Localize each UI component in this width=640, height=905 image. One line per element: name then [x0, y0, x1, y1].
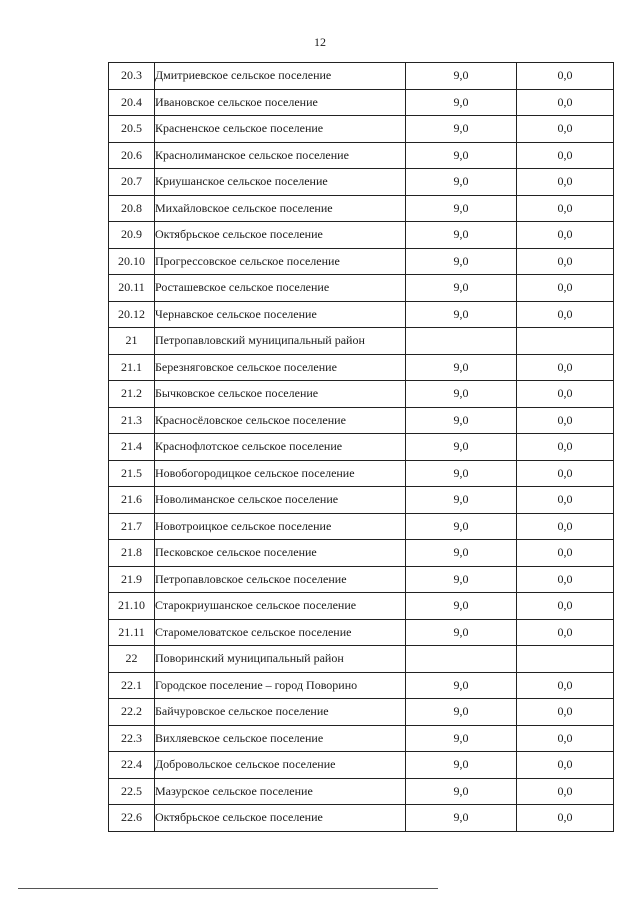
settlement-name-cell: Новотроицкое сельское поселение: [155, 513, 406, 540]
settlement-name-cell: Городское поселение – город Поворино: [155, 672, 406, 699]
settlement-name-cell: Росташевское сельское поселение: [155, 275, 406, 302]
row-number-cell: 20.7: [109, 169, 155, 196]
row-number-cell: 21.2: [109, 381, 155, 408]
value-1-cell: 9,0: [406, 725, 517, 752]
value-2-cell: 0,0: [517, 460, 614, 487]
value-1-cell: [406, 328, 517, 355]
settlement-name-cell: Чернавское сельское поселение: [155, 301, 406, 328]
row-number-cell: 20.3: [109, 63, 155, 90]
table-row: [109, 646, 614, 673]
value-1-cell: 9,0: [406, 619, 517, 646]
table-row: [109, 195, 614, 222]
settlement-name-cell: Новолиманское сельское поселение: [155, 487, 406, 514]
settlement-name-cell: Дмитриевское сельское поселение: [155, 63, 406, 90]
table-row: [109, 142, 614, 169]
row-number-cell: 21.8: [109, 540, 155, 567]
value-1-cell: [406, 646, 517, 673]
table-row: [109, 381, 614, 408]
table-row: [109, 540, 614, 567]
settlements-table: [108, 62, 614, 832]
value-2-cell: 0,0: [517, 619, 614, 646]
value-2-cell: 0,0: [517, 566, 614, 593]
table-row: [109, 169, 614, 196]
value-1-cell: 9,0: [406, 195, 517, 222]
settlement-name-cell: Прогрессовское сельское поселение: [155, 248, 406, 275]
table-row: [109, 116, 614, 143]
value-1-cell: 9,0: [406, 487, 517, 514]
value-1-cell: 9,0: [406, 301, 517, 328]
value-1-cell: 9,0: [406, 381, 517, 408]
settlement-name-cell: Старокриушанское сельское поселение: [155, 593, 406, 620]
value-2-cell: 0,0: [517, 672, 614, 699]
row-number-cell: 22.5: [109, 778, 155, 805]
table-row: [109, 222, 614, 249]
value-2-cell: 0,0: [517, 222, 614, 249]
value-1-cell: 9,0: [406, 593, 517, 620]
value-1-cell: 9,0: [406, 752, 517, 779]
value-2-cell: [517, 328, 614, 355]
table-row: [109, 725, 614, 752]
settlement-name-cell: Октябрьское сельское поселение: [155, 222, 406, 249]
value-2-cell: 0,0: [517, 434, 614, 461]
table-row: [109, 301, 614, 328]
value-2-cell: 0,0: [517, 778, 614, 805]
table-row: [109, 778, 614, 805]
settlement-name-cell: Михайловское сельское поселение: [155, 195, 406, 222]
table-row: [109, 593, 614, 620]
row-number-cell: 20.6: [109, 142, 155, 169]
value-2-cell: 0,0: [517, 116, 614, 143]
value-2-cell: 0,0: [517, 699, 614, 726]
row-number-cell: 20.10: [109, 248, 155, 275]
row-number-cell: 20.12: [109, 301, 155, 328]
value-1-cell: 9,0: [406, 222, 517, 249]
settlement-name-cell: Березняговское сельское поселение: [155, 354, 406, 381]
table-row: [109, 63, 614, 90]
value-1-cell: 9,0: [406, 460, 517, 487]
row-number-cell: 22: [109, 646, 155, 673]
value-2-cell: 0,0: [517, 195, 614, 222]
row-number-cell: 20.4: [109, 89, 155, 116]
table-row: [109, 354, 614, 381]
settlement-name-cell: Байчуровское сельское поселение: [155, 699, 406, 726]
row-number-cell: 21.3: [109, 407, 155, 434]
table-row: [109, 805, 614, 832]
value-2-cell: 0,0: [517, 169, 614, 196]
settlement-name-cell: Мазурское сельское поселение: [155, 778, 406, 805]
value-2-cell: 0,0: [517, 752, 614, 779]
row-number-cell: 20.11: [109, 275, 155, 302]
value-1-cell: 9,0: [406, 778, 517, 805]
table-row: [109, 248, 614, 275]
value-1-cell: 9,0: [406, 248, 517, 275]
value-1-cell: 9,0: [406, 699, 517, 726]
value-2-cell: 0,0: [517, 275, 614, 302]
footer-divider: [18, 888, 438, 889]
value-1-cell: 9,0: [406, 513, 517, 540]
value-2-cell: 0,0: [517, 725, 614, 752]
value-1-cell: 9,0: [406, 142, 517, 169]
table-row: [109, 434, 614, 461]
value-2-cell: 0,0: [517, 487, 614, 514]
value-2-cell: 0,0: [517, 407, 614, 434]
table-row: [109, 89, 614, 116]
value-2-cell: 0,0: [517, 593, 614, 620]
table-row: [109, 752, 614, 779]
row-number-cell: 21.4: [109, 434, 155, 461]
row-number-cell: 21.11: [109, 619, 155, 646]
settlement-name-cell: Новобогородицкое сельское поселение: [155, 460, 406, 487]
value-2-cell: 0,0: [517, 513, 614, 540]
value-2-cell: 0,0: [517, 89, 614, 116]
row-number-cell: 21: [109, 328, 155, 355]
settlement-name-cell: Добровольское сельское поселение: [155, 752, 406, 779]
row-number-cell: 20.8: [109, 195, 155, 222]
table-row: [109, 699, 614, 726]
row-number-cell: 22.4: [109, 752, 155, 779]
value-1-cell: 9,0: [406, 354, 517, 381]
settlement-name-cell: Песковское сельское поселение: [155, 540, 406, 567]
settlement-name-cell: Ивановское сельское поселение: [155, 89, 406, 116]
value-2-cell: 0,0: [517, 354, 614, 381]
value-1-cell: 9,0: [406, 63, 517, 90]
value-1-cell: 9,0: [406, 89, 517, 116]
settlement-name-cell: Краснолиманское сельское поселение: [155, 142, 406, 169]
row-number-cell: 21.5: [109, 460, 155, 487]
settlement-name-cell: Старомеловатское сельское поселение: [155, 619, 406, 646]
value-1-cell: 9,0: [406, 116, 517, 143]
table-row: [109, 407, 614, 434]
page-number: 12: [314, 35, 326, 49]
value-1-cell: 9,0: [406, 805, 517, 832]
settlement-name-cell: Красненское сельское поселение: [155, 116, 406, 143]
table-row: [109, 672, 614, 699]
row-number-cell: 22.6: [109, 805, 155, 832]
row-number-cell: 21.6: [109, 487, 155, 514]
value-2-cell: [517, 646, 614, 673]
value-2-cell: 0,0: [517, 540, 614, 567]
table-row: [109, 513, 614, 540]
value-1-cell: 9,0: [406, 275, 517, 302]
table-body: [109, 63, 614, 832]
settlement-name-cell: Октябрьское сельское поселение: [155, 805, 406, 832]
row-number-cell: 21.7: [109, 513, 155, 540]
row-number-cell: 21.9: [109, 566, 155, 593]
value-1-cell: 9,0: [406, 566, 517, 593]
row-number-cell: 20.5: [109, 116, 155, 143]
settlement-name-cell: Бычковское сельское поселение: [155, 381, 406, 408]
settlement-name-cell: Криушанское сельское поселение: [155, 169, 406, 196]
row-number-cell: 22.1: [109, 672, 155, 699]
row-number-cell: 20.9: [109, 222, 155, 249]
table-row: [109, 566, 614, 593]
settlement-name-cell: Поворинский муниципальный район: [155, 646, 406, 673]
value-2-cell: 0,0: [517, 63, 614, 90]
row-number-cell: 22.2: [109, 699, 155, 726]
value-1-cell: 9,0: [406, 434, 517, 461]
value-2-cell: 0,0: [517, 142, 614, 169]
settlement-name-cell: Петропавловское сельское поселение: [155, 566, 406, 593]
value-1-cell: 9,0: [406, 540, 517, 567]
value-2-cell: 0,0: [517, 301, 614, 328]
value-1-cell: 9,0: [406, 672, 517, 699]
settlement-name-cell: Петропавловский муниципальный район: [155, 328, 406, 355]
value-1-cell: 9,0: [406, 407, 517, 434]
settlement-name-cell: Краснофлотское сельское поселение: [155, 434, 406, 461]
value-2-cell: 0,0: [517, 805, 614, 832]
row-number-cell: 21.1: [109, 354, 155, 381]
table-row: [109, 619, 614, 646]
row-number-cell: 21.10: [109, 593, 155, 620]
table-row: [109, 328, 614, 355]
settlement-name-cell: Вихляевское сельское поселение: [155, 725, 406, 752]
value-2-cell: 0,0: [517, 381, 614, 408]
settlement-name-cell: Красносёловское сельское поселение: [155, 407, 406, 434]
value-1-cell: 9,0: [406, 169, 517, 196]
table-row: [109, 487, 614, 514]
row-number-cell: 22.3: [109, 725, 155, 752]
table-row: [109, 275, 614, 302]
table-row: [109, 460, 614, 487]
value-2-cell: 0,0: [517, 248, 614, 275]
